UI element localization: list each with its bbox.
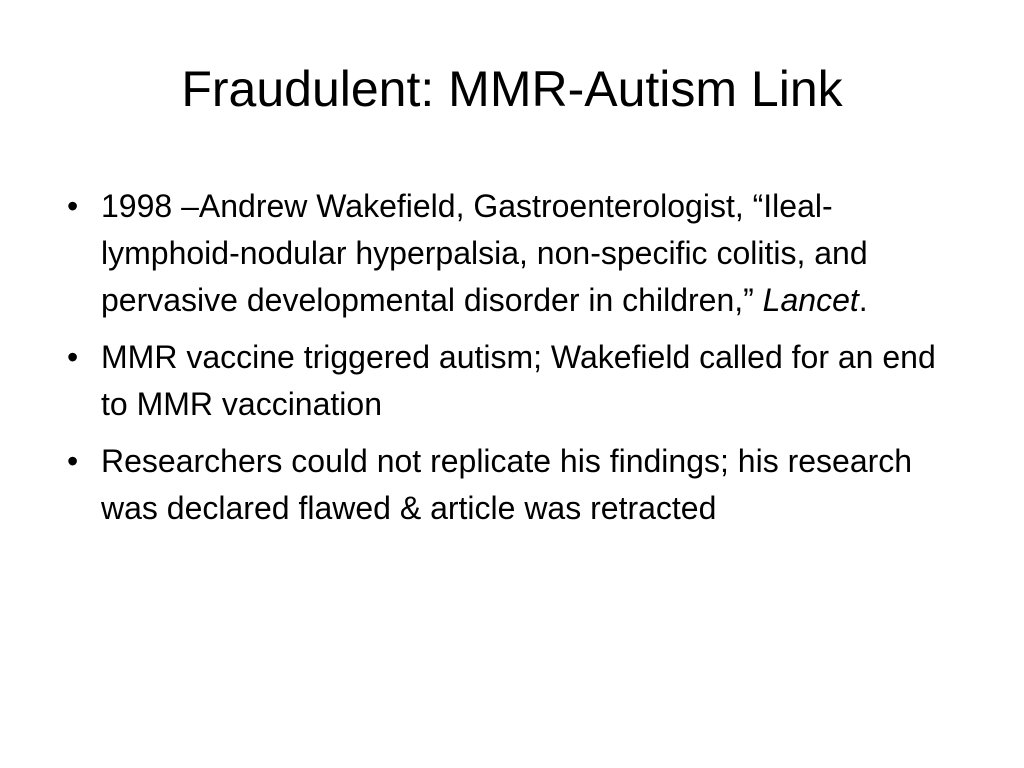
bullet-icon: •: [67, 188, 79, 224]
journal-name: Lancet: [762, 282, 859, 318]
bullet-item-2: [67, 334, 967, 428]
bullet-icon: •: [67, 339, 79, 375]
bullet-item-3: [67, 438, 967, 532]
bullet-item-1: [67, 183, 967, 324]
bullet-text-1: 1998 –Andrew Wakefield, Gastroenterologist, “Ileal-lymphoid-nodular hyperpalsia, non-specific colitis, and pervasive developmental disorder in children,”: [101, 188, 868, 318]
bullet-text-2: MMR vaccine triggered autism; Wakefield called for an end to MMR vaccination: [101, 339, 936, 422]
slide-title: Fraudulent: MMR-Autism Link: [181, 61, 843, 117]
bullet-icon: •: [67, 443, 79, 479]
bullet-text-3: Researchers could not replicate his findings; his research was declared flawed & article was retracted: [101, 443, 913, 526]
bullet-list: [67, 183, 967, 542]
bullet-text-1-end: .: [858, 282, 868, 318]
